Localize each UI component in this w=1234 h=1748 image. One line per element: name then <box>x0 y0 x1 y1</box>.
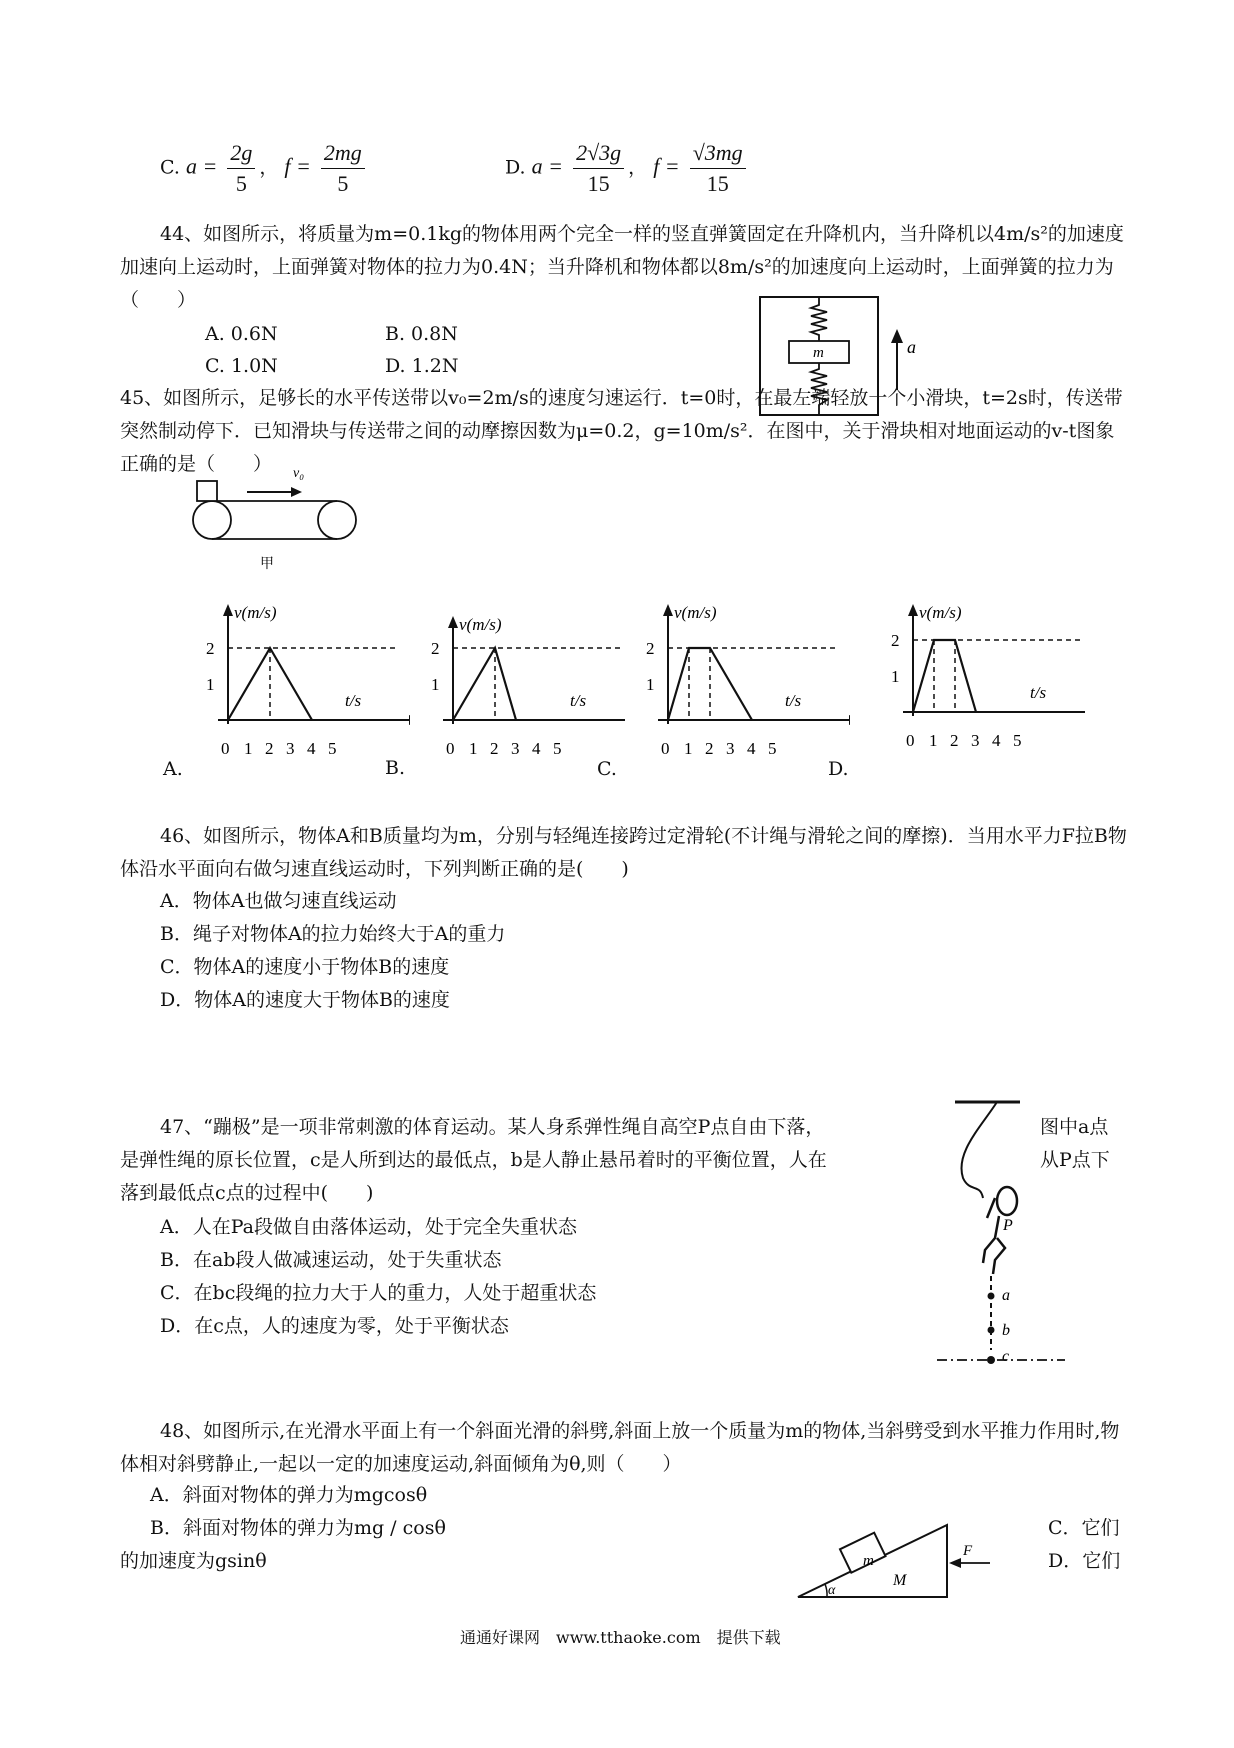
q45-option-c-label: C. <box>597 758 617 780</box>
q48-option-c-continued: 的加速度为gsinθ <box>120 1550 267 1572</box>
v-axis-label: v(m/s) <box>919 603 962 622</box>
x-tick-label: 4 <box>307 739 316 758</box>
x-tick-label: 4 <box>992 731 1001 750</box>
q44-option-a: A. 0.6N <box>205 323 278 345</box>
q45-fig-caption: 甲 <box>260 557 274 572</box>
q46-stem: 46、如图所示，物体A和B质量均为m，分别与轻绳连接跨过定滑轮(不计绳与滑轮之间的摩擦)．当用水平力F拉B物体沿水平面向右做匀速直线运动时，下列判断正确的是( ) <box>120 825 1127 880</box>
x-tick-label: 5 <box>328 739 337 758</box>
q47-option-c: C．在bc段绳的拉力大于人的重力，人处于超重状态 <box>160 1282 597 1304</box>
q45-graph-d <box>845 600 1085 762</box>
q48-m-label: m <box>863 1553 874 1569</box>
x-tick-label: 2 <box>950 731 959 750</box>
q43-d-a-fraction: $\frac{2√3g}{15}$ <box>573 140 624 197</box>
q47-b-label: b <box>1002 1322 1010 1339</box>
x-tick-label: 3 <box>286 739 295 758</box>
velocity-curve <box>453 648 516 720</box>
q45-option-b-label: B. <box>385 757 406 779</box>
q48-option-a: A．斜面对物体的弹力为mgcosθ <box>150 1484 428 1506</box>
q45-belt-speed-label: v₀ <box>293 466 305 481</box>
q45-option-d-label: D. <box>828 758 849 780</box>
q46-option-a: A．物体A也做匀速直线运动 <box>160 890 397 912</box>
q48-option-b: B．斜面对物体的弹力为mg / cosθ <box>150 1517 446 1539</box>
q48-alpha-label: α <box>828 1583 836 1598</box>
x-tick-label: 0 <box>661 739 670 758</box>
v-axis-arrow <box>223 604 233 616</box>
q43-option-c-label: C. <box>160 156 180 179</box>
q44-option-c: C. 1.0N <box>205 355 278 377</box>
q48-M-label: M <box>893 1572 907 1589</box>
q44-stem: 44、如图所示，将质量为m=0.1kg的物体用两个完全一样的竖直弹簧固定在升降机内，当升降机以4m/s²的加速度加速向上运动时，上面弹簧对物体的拉力为0.4N；当升降机和物体都以8m/s²的加速度向上运动时，上面弹簧的拉力为（ ） <box>120 223 1124 311</box>
q44-options <box>205 318 458 382</box>
q47-line3: 落到最低点c点的过程中( ) <box>120 1182 374 1204</box>
t-axis-label: t/s <box>345 691 362 710</box>
x-tick-label: 5 <box>553 739 562 758</box>
q47-line1-right: 图中a点 <box>1040 1116 1109 1138</box>
x-tick-label: 2 <box>490 739 499 758</box>
q48-option-d-part: D．它们 <box>1048 1550 1121 1572</box>
x-tick-label: 4 <box>532 739 541 758</box>
q44-option-b: B. 0.8N <box>385 323 458 345</box>
q47-option-b: B．在ab段人做减速运动，处于失重状态 <box>160 1249 502 1271</box>
q47-a-label: a <box>1002 1287 1010 1304</box>
q46-option-d: D．物体A的速度大于物体B的速度 <box>160 989 450 1011</box>
v-axis-label: v(m/s) <box>674 603 717 622</box>
q47-options <box>160 1211 596 1343</box>
v-axis-label: v(m/s) <box>234 603 277 622</box>
x-tick-label: 0 <box>221 739 230 758</box>
q47-c-label: c <box>1002 1348 1010 1365</box>
x-tick-label: 0 <box>446 739 455 758</box>
q44-option-d: D. 1.2N <box>385 355 459 377</box>
y-tick-label: 2 <box>431 639 440 658</box>
x-tick-label: 0 <box>906 731 915 750</box>
q47-option-a: A．人在Pa段做自由落体运动，处于完全失重状态 <box>160 1216 577 1238</box>
q47-p-label: P <box>1003 1217 1013 1234</box>
q48-stem: 48、如图所示,在光滑水平面上有一个斜面光滑的斜劈,斜面上放一个质量为m的物体,当斜劈受到水平推力作用时,物体相对斜劈静止,一起以一定的加速度运动,斜面倾角为θ,则（ ） <box>120 1420 1120 1475</box>
q45-stem: 45、如图所示，足够长的水平传送带以v₀=2m/s的速度匀速运行．t=0时，在最左端轻放一个小滑块，t=2s时，传送带突然制动停下．已知滑块与传送带之间的动摩擦因数为μ=0.2，g=10m/s²．在图中，关于滑块相对地面运动的v-t图象正确的是（ ） <box>120 387 1123 475</box>
x-tick-label: 4 <box>747 739 756 758</box>
q47-bungee-figure <box>935 1098 1075 1383</box>
v-axis-arrow <box>908 604 918 616</box>
velocity-curve <box>913 640 976 712</box>
q43-d-f-fraction: $\frac{√3mg}{15}$ <box>690 140 746 197</box>
q47-option-d: D．在c点，人的速度为零，处于平衡状态 <box>160 1315 509 1337</box>
q43-c-f-fraction: $\frac{2mg}{5}$ <box>321 140 365 197</box>
x-tick-label: 2 <box>705 739 714 758</box>
v-axis-arrow <box>448 616 458 628</box>
q46-options <box>160 885 505 1017</box>
t-axis-label: t/s <box>1030 683 1047 702</box>
q44-accel-label: a <box>907 337 916 357</box>
q47-line2: 是弹性绳的原长位置，c是人所到达的最低点，b是人静止悬吊着时的平衡位置，人在 <box>120 1149 827 1171</box>
t-axis-label: t/s <box>570 691 587 710</box>
q48-wedge-figure <box>795 1505 1005 1605</box>
x-tick-label: 3 <box>726 739 735 758</box>
q44-mass-label: m <box>813 345 824 361</box>
page-footer: 通通好课网 www.tthaoke.com 提供下载 <box>460 1628 781 1647</box>
y-tick-label: 1 <box>206 675 215 694</box>
x-tick-label: 1 <box>929 731 938 750</box>
q48-option-c-part: C．它们 <box>1048 1517 1120 1539</box>
v-axis-label: v(m/s) <box>459 615 502 634</box>
y-tick-label: 2 <box>646 639 655 658</box>
v-axis-arrow <box>663 604 673 616</box>
q46-option-c: C．物体A的速度小于物体B的速度 <box>160 956 450 978</box>
x-tick-label: 5 <box>1013 731 1022 750</box>
q46-option-b: B．绳子对物体A的拉力始终大于A的重力 <box>160 923 506 945</box>
q43-c-a-fraction: $\frac{2g}{5}$ <box>227 140 255 197</box>
x-tick-label: 1 <box>244 739 253 758</box>
x-tick-label: 3 <box>971 731 980 750</box>
q45-graph-c <box>600 600 850 770</box>
x-tick-label: 1 <box>469 739 478 758</box>
q43-option-c: C. a = $\frac{2g}{5}$ ， f = $\frac{2mg}{5}$ <box>160 140 369 197</box>
q45-option-a-label: A. <box>163 758 183 780</box>
q43-option-d-label: D. <box>505 156 526 179</box>
y-tick-label: 1 <box>646 675 655 694</box>
x-tick-label: 2 <box>265 739 274 758</box>
x-tick-label: 5 <box>768 739 777 758</box>
q45-graph-a <box>160 600 410 770</box>
q45-conveyor-figure <box>185 462 365 572</box>
q47-line1: 47、“蹦极”是一项非常刺激的体育运动。某人身系弹性绳自高空P点自由下落， <box>160 1116 825 1138</box>
t-axis-label: t/s <box>785 691 802 710</box>
y-tick-label: 2 <box>891 631 900 650</box>
q45-graph-b <box>385 612 625 770</box>
y-tick-label: 1 <box>431 675 440 694</box>
q48-force-label: F <box>963 1543 973 1559</box>
q43-option-d: D. a = $\frac{2√3g}{15}$ ， f = $\frac{√3mg}{15}$ <box>505 140 750 197</box>
y-tick-label: 1 <box>891 667 900 686</box>
y-tick-label: 2 <box>206 639 215 658</box>
x-tick-label: 1 <box>684 739 693 758</box>
q47-line2-right: 从P点下 <box>1040 1149 1110 1171</box>
x-tick-label: 3 <box>511 739 520 758</box>
